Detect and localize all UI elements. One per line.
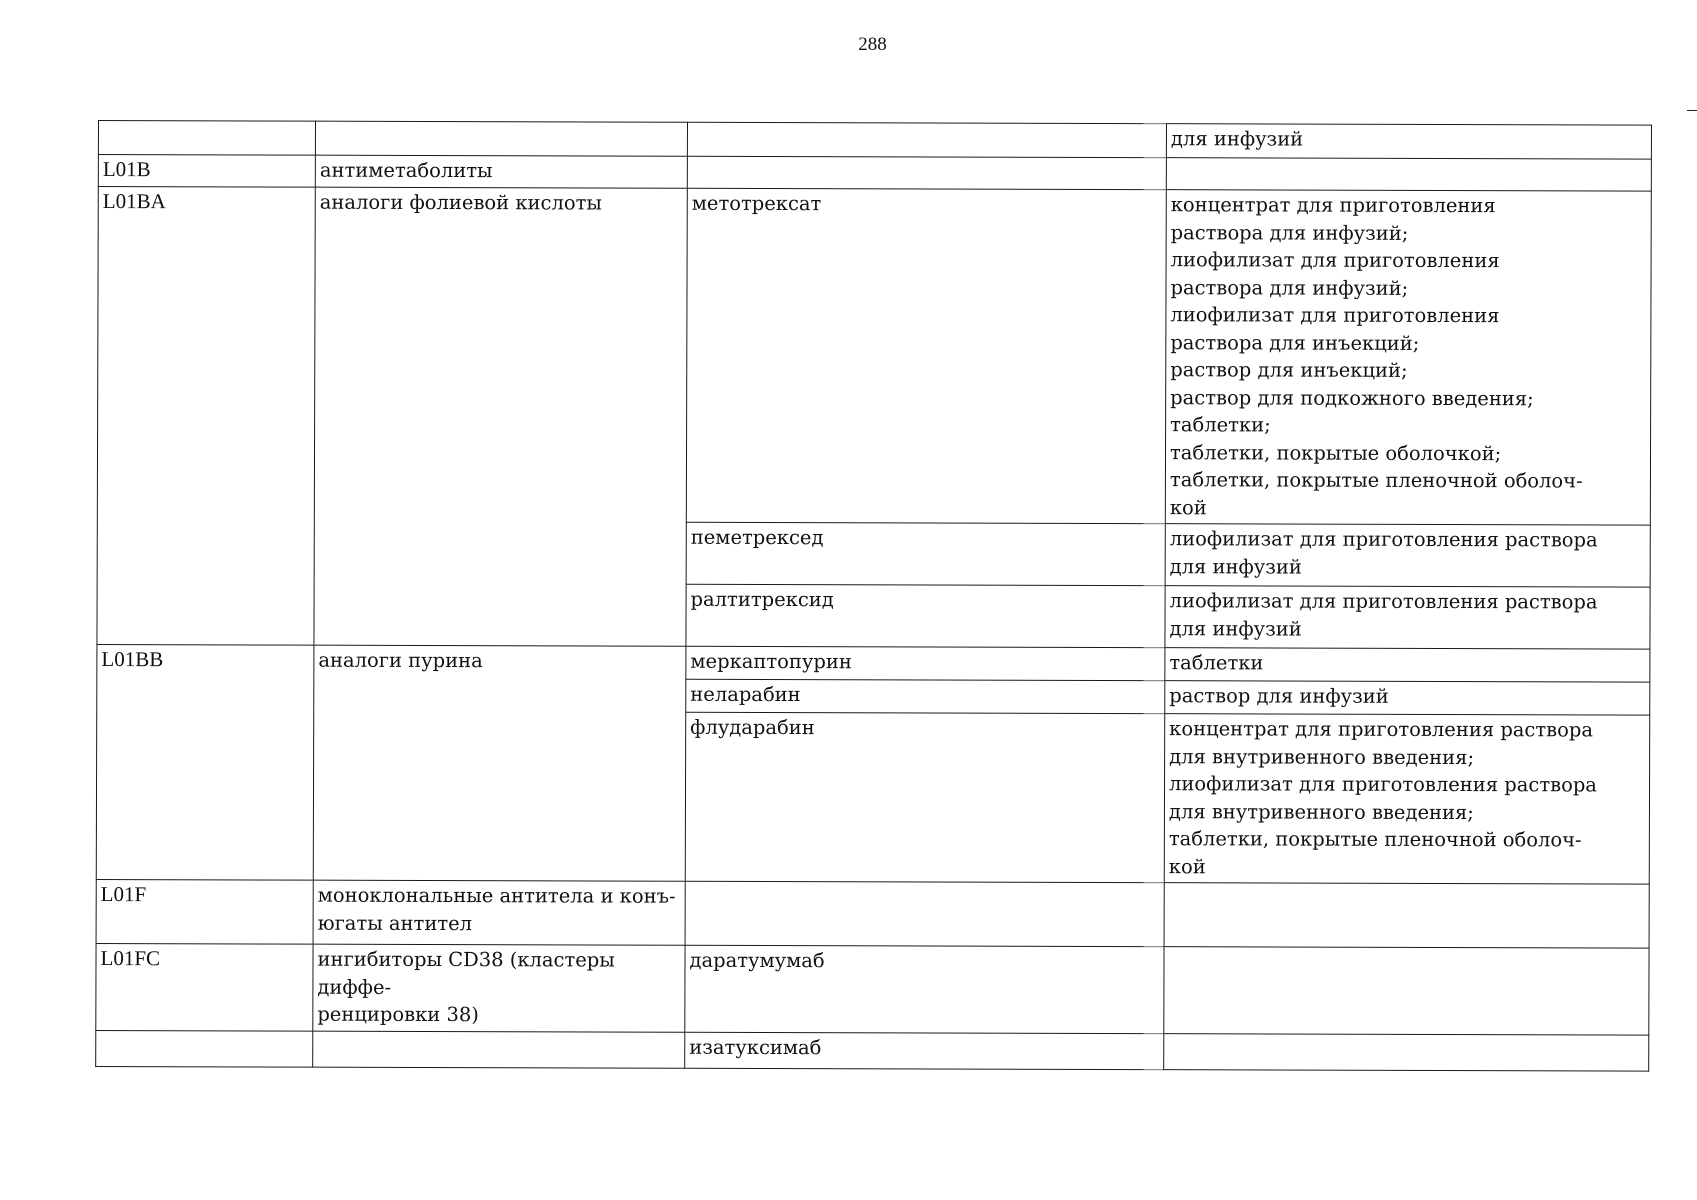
cell-text-line: кой (1168, 854, 1206, 878)
drug-cell: изатуксимаб (685, 1032, 1164, 1069)
cell-text-line: таблетки, покрытые пленочной оболоч- (1168, 827, 1582, 852)
table-row (96, 879, 1649, 948)
cell-text-line: югаты антител (317, 911, 473, 935)
group-cell: аналоги пурина (313, 645, 686, 881)
cell-text-line: таблетки (1169, 651, 1264, 675)
atc-code-cell: L01F (96, 879, 313, 944)
page-number: 288 (858, 34, 887, 55)
atc-code-cell: L01BB (96, 644, 314, 880)
cell-text-line: таблетки, покрытые пленочной оболоч- (1169, 468, 1583, 493)
group-cell (313, 944, 685, 1032)
atc-code-cell (98, 121, 315, 156)
cell-text-line: раствора для инъекций; (1170, 330, 1420, 355)
drug-cell (685, 881, 1164, 946)
drug-cell (687, 122, 1166, 157)
cell-text-line: лиофилизат для приготовления (1170, 248, 1500, 273)
drug-cell: флударабин (685, 712, 1164, 882)
dosage-form-cell (1164, 883, 1649, 948)
group-cell (313, 1031, 685, 1068)
dosage-form-cell (1166, 158, 1651, 191)
cell-text-line: раствора для инфузий; (1170, 220, 1409, 245)
cell-text-line: раствор для инъекций; (1170, 358, 1408, 382)
atc-code-cell (96, 1030, 313, 1067)
atc-code-cell: L01FC (96, 943, 313, 1030)
drug-cell (687, 156, 1166, 189)
cell-text-line: для инфузий (1169, 616, 1302, 641)
cell-text-line: таблетки, покрытые оболочкой; (1169, 440, 1502, 465)
group-cell (313, 880, 685, 945)
dosage-form-cell (1164, 1033, 1649, 1070)
dosage-form-cell (1165, 586, 1650, 649)
cell-text-line: таблетки; (1170, 413, 1271, 437)
cell-text-line: моноклональные антитела и конъ- (317, 883, 676, 908)
dosage-form-cell (1164, 947, 1649, 1035)
cell-text-line: лиофилизат для приготовления раствора (1169, 772, 1597, 797)
cell-text-line: раствора для инфузий; (1170, 275, 1409, 300)
cell-text-line: кой (1169, 495, 1207, 519)
cell-text-line: для внутривенного введения; (1169, 744, 1475, 769)
dosage-form-cell (1166, 124, 1651, 159)
cell-text-line: ренцировки 38) (317, 1002, 479, 1027)
cell-text-line: ингибиторы CD38 (кластеры диффе- (317, 947, 615, 999)
cell-text-line: лиофилизат для приготовления раствора (1169, 589, 1598, 614)
edge-mark (1687, 110, 1697, 111)
cell-text-line: для инфузий (1169, 554, 1302, 579)
drug-cell: неларабин (686, 679, 1165, 713)
atc-code-cell: L01B (98, 155, 315, 188)
drug-table (95, 120, 1652, 1071)
cell-text-line: концентрат для приготовления (1170, 193, 1496, 218)
atc-code-cell: L01BA (97, 187, 315, 646)
cell-text-line: для инфузий (1170, 127, 1304, 151)
cell-text-line: для внутривенного введения; (1168, 799, 1474, 824)
drug-cell: ралтитрексид (686, 584, 1165, 647)
group-cell: антиметаболиты (315, 155, 687, 188)
table-row (97, 187, 1651, 526)
cell-text-line: раствор для инфузий (1169, 684, 1389, 708)
table-row (96, 943, 1649, 1034)
cell-text-line: лиофилизат для приготовления раствора (1169, 527, 1598, 552)
drug-cell: меркаптопурин (686, 646, 1165, 680)
cell-text-line: концентрат для приготовления раствора (1169, 717, 1594, 742)
dosage-form-cell (1164, 714, 1649, 884)
dosage-form-cell (1165, 524, 1650, 587)
table-row (96, 1030, 1649, 1071)
dosage-form-cell (1165, 681, 1650, 715)
table-row (98, 121, 1651, 160)
drug-cell: пеметрексед (686, 522, 1165, 585)
cell-text-line: раствор для подкожного введения; (1170, 385, 1534, 410)
dosage-form-cell (1165, 648, 1650, 682)
group-cell (315, 121, 687, 156)
table-row (97, 644, 1650, 682)
cell-text-line: лиофилизат для приготовления (1170, 303, 1500, 328)
dosage-form-cell (1165, 190, 1651, 525)
drug-cell: даратумумаб (685, 945, 1164, 1033)
drug-cell: метотрексат (686, 188, 1166, 523)
group-cell: аналоги фолиевой кислоты (314, 187, 687, 646)
table-row (98, 155, 1651, 192)
